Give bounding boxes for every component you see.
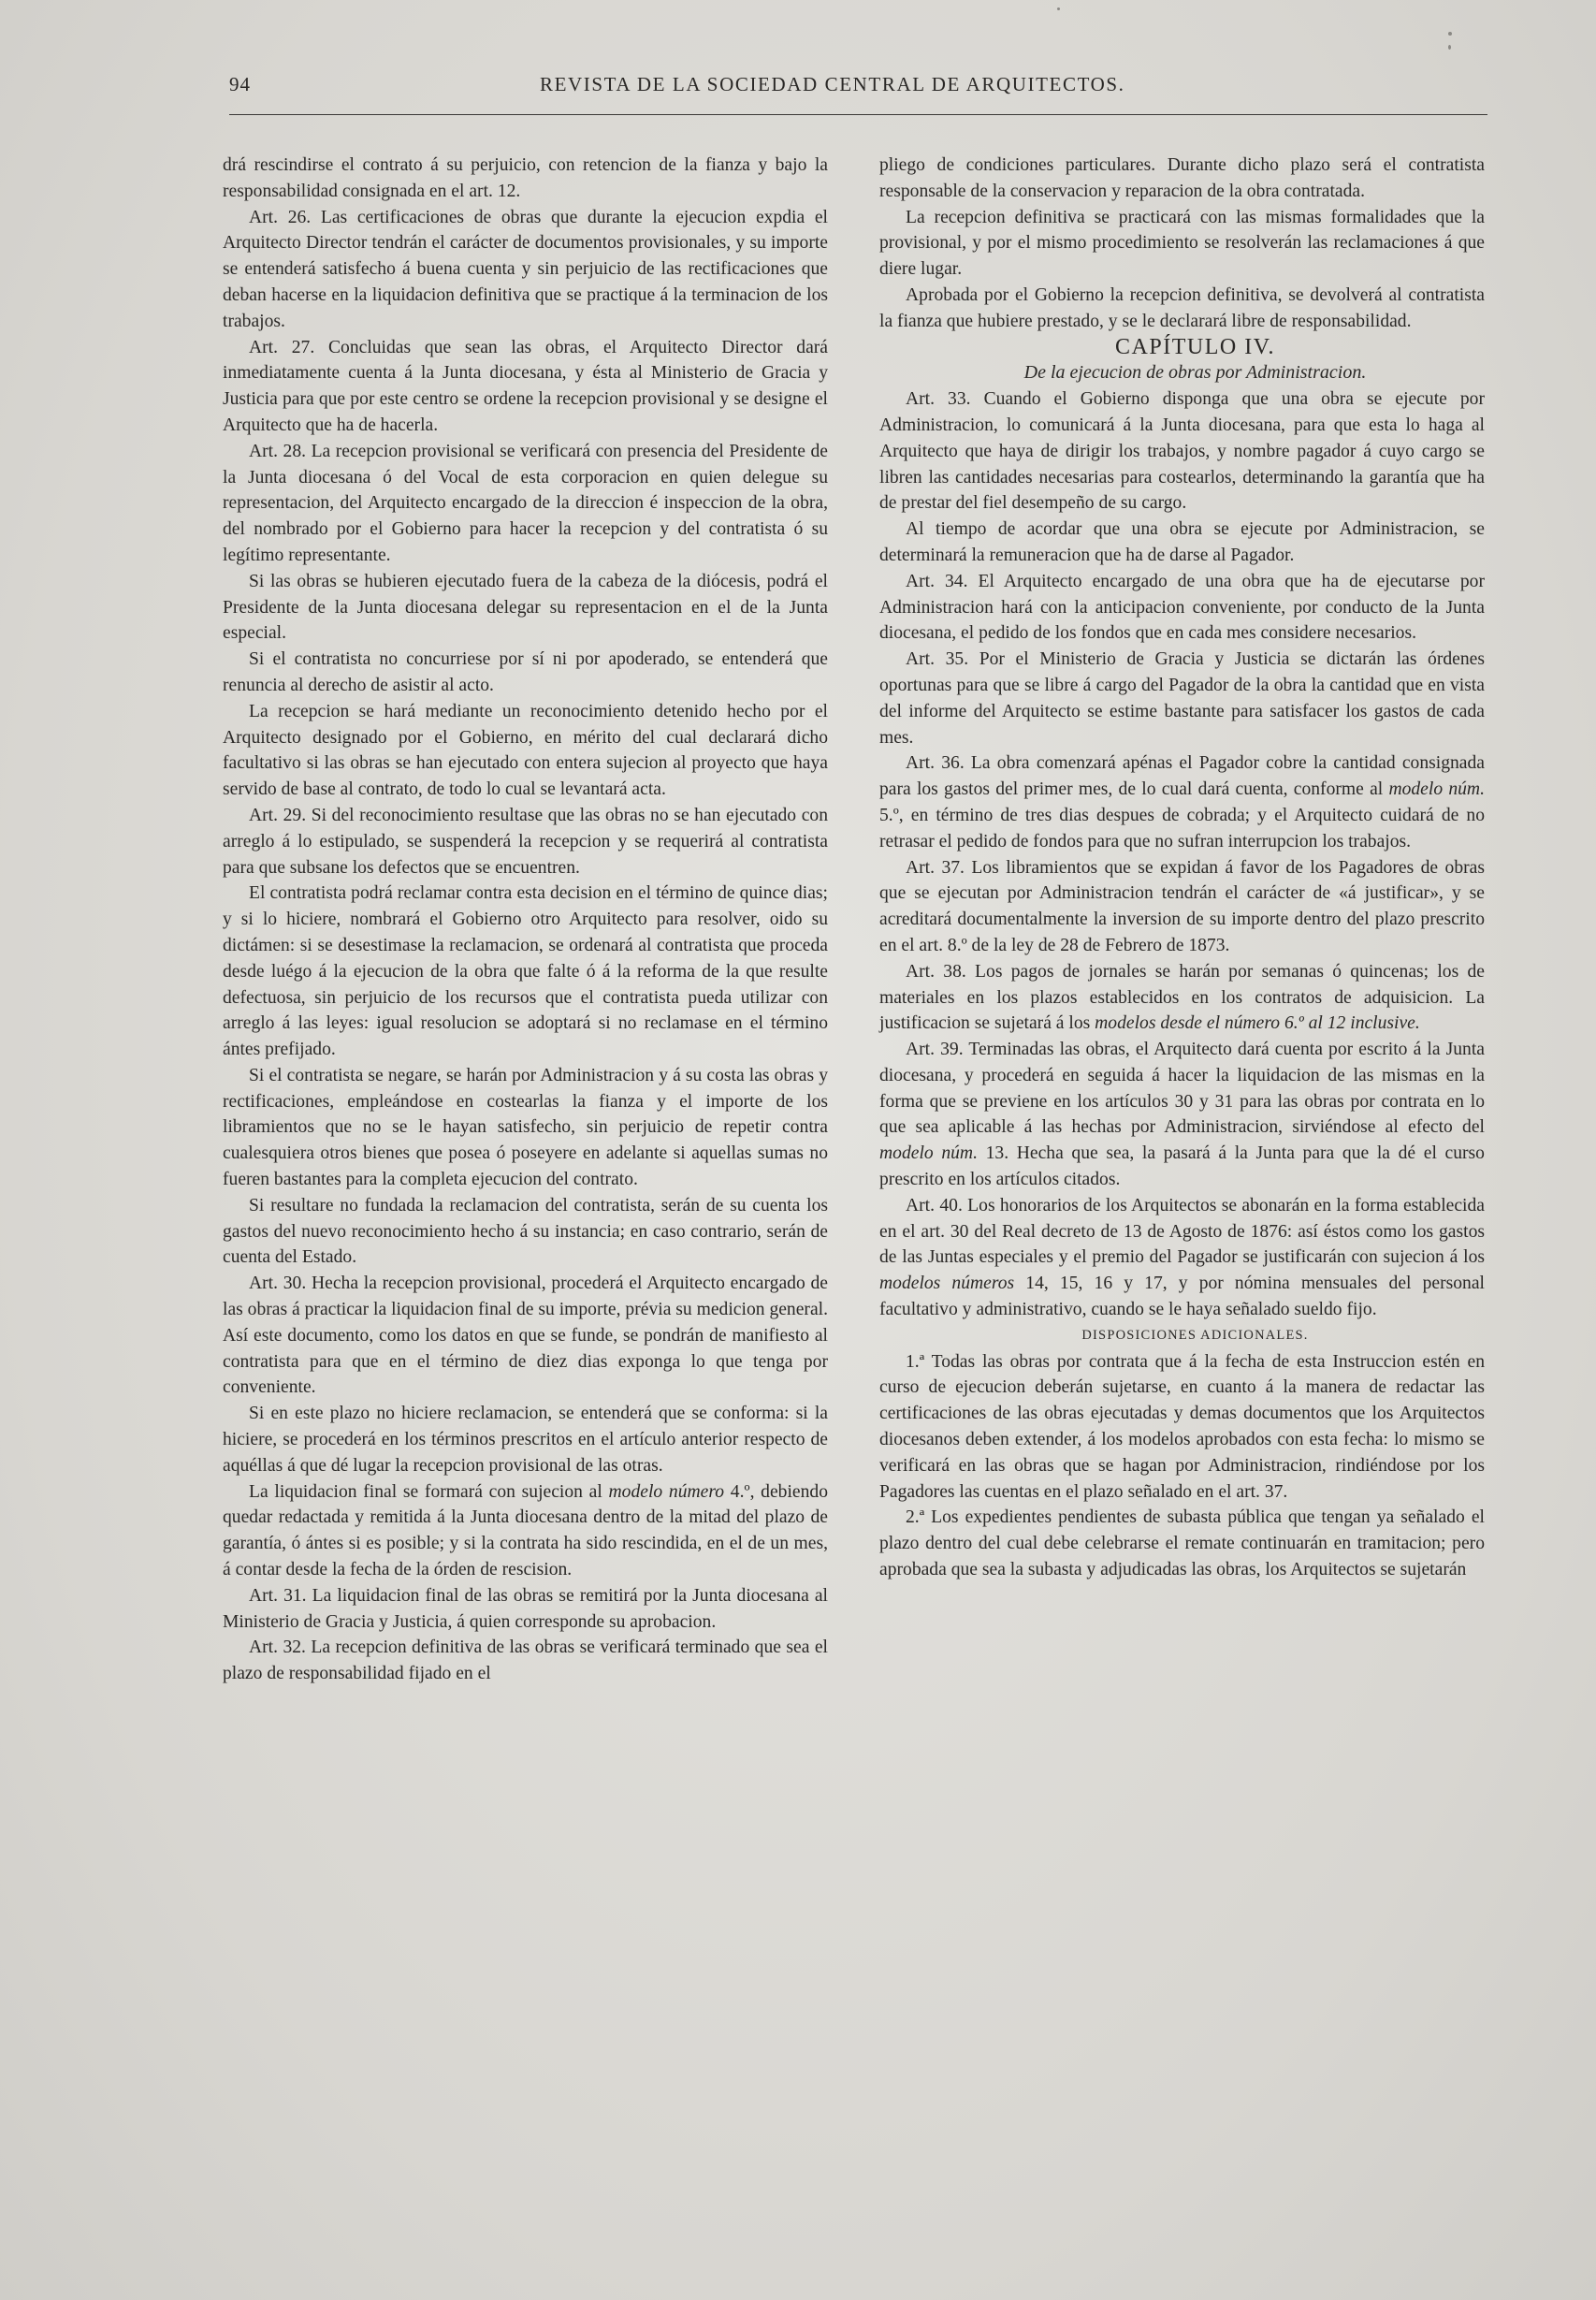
paragraph: La recepcion definitiva se practicará con las mismas formalidades que la provisional, y por el mismo procedimiento se resolverán las reclamaciones á que diere lugar. — [879, 207, 1485, 280]
paragraph: Art. 36. La obra comenzará apénas el Pagador cobre la cantidad consignada para los gastos del primer mes, de lo cual dará cuenta, conforme al modelo núm. 5.º, en término de tres dias despues de cobrada; y el Arquitecto cuidará de no retrasar el pedido de fondos para que no sufran interrupcion los trabajos. — [879, 753, 1485, 852]
italic-reference: modelos desde el número 6.º al 12 inclusive. — [1095, 1013, 1420, 1034]
paragraph: Art. 37. Los libramientos que se expidan á favor de los Pagadores de obras que se ejecutan por Administracion tendrán el carácter de «á justificar», y se acreditará documentalmente la inversion de su importe dentro del plazo prescrito en el art. 8.º de la ley de 28 de Febrero de 1873. — [879, 857, 1485, 955]
paragraph: 2.ª Los expedientes pendientes de subasta pública que tengan ya señalado el plazo dentro del cual debe celebrarse el remate continuarán en tramitacion; pero aprobada que sea la subasta y adjudicadas las obras, los Arquitectos se sujetarán — [879, 1507, 1485, 1580]
paragraph: Art. 39. Terminadas las obras, el Arquitecto dará cuenta por escrito á la Junta diocesana, y procederá en seguida á hacer la liquidacion de las mismas en la forma que se previene en los artículos 30 y 31 para las obras por contrata en lo que sea aplicable á las hechas por Administracion, sirviéndose al efecto del modelo núm. 13. Hecha que sea, la pasará á la Junta para que la dé el curso prescrito en los artículos citados. — [879, 1040, 1485, 1190]
paragraph: Art. 38. Los pagos de jornales se harán por semanas ó quincenas; los de materiales en los plazos establecidos en los contratos de adquisicion. La justificacion se sujetará á los modelos desde el número 6.º al 12 inclusive. — [879, 961, 1485, 1034]
paragraph: Si el contratista no concurriese por sí ni por apoderado, se entenderá que renuncia al derecho de asistir al acto. — [223, 649, 828, 695]
paragraph: Si en este plazo no hiciere reclamacion, se entenderá que se conforma: si la hiciere, se procederá en los términos prescritos en el artículo anterior respecto de aquéllas á que dé lugar la recepcion provisional de las otras. — [223, 1404, 828, 1476]
paper-speck — [1057, 7, 1060, 10]
paper-speck — [1448, 32, 1452, 36]
paragraph: La recepcion se hará mediante un reconocimiento detenido hecho por el Arquitecto designado por el Gobierno, en mérito del cual declarará dicho facultativo si las obras se han ejecutado con entera sujecion al proyecto que haya servido de base al contrato, de todo lo cual se levantará acta. — [223, 701, 828, 800]
paragraph: Si las obras se hubieren ejecutado fuera de la cabeza de la diócesis, podrá el Presidente de la Junta diocesana delegar su representacion en el de la Junta especial. — [223, 571, 828, 644]
page-number: 94 — [229, 73, 251, 95]
page-header — [229, 64, 1487, 101]
header-rule — [229, 114, 1487, 115]
section-heading: DISPOSICIONES ADICIONALES. — [1081, 1327, 1309, 1343]
paragraph: Art. 26. Las certificaciones de obras que durante la ejecucion expdia el Arquitecto Director tendrán el carácter de documentos provisionales, y su importe se entenderá satisfecho á buena cuenta y sin perjuicio de las rectificaciones que deban hacerse en la liquidacion definitiva que se practique á la terminacion de los trabajos. — [223, 207, 828, 331]
paragraph: Art. 40. Los honorarios de los Arquitectos se abonarán en la forma establecida en el art. 30 del Real decreto de 13 de Agosto de 1876: así éstos como los gastos de las Juntas especiales y el premio del Pagador se justificarán con sujecion á los modelos números 14, 15, 16 y 17, y por nómina mensuales del personal facultativo y administrativo, cuando se le haya señalado sueldo fijo. — [879, 1195, 1485, 1320]
chapter-title: CAPÍTULO IV. — [1115, 334, 1275, 359]
paragraph: Art. 35. Por el Ministerio de Gracia y Justicia se dictarán las órdenes oportunas para que se libre á cargo del Pagador de la obra la cantidad que en vista del informe del Arquitecto se estime bastante para satisfacer los gastos de cada mes. — [879, 649, 1485, 748]
running-title: REVISTA DE LA SOCIEDAD CENTRAL DE ARQUITECTOS. — [540, 73, 1125, 95]
paragraph: pliego de condiciones particulares. Durante dicho plazo será el contratista responsable de la conservacion y reparacion de la obra contratada. — [879, 155, 1485, 201]
right-column-opening — [879, 153, 1485, 335]
paragraph: Art. 29. Si del reconocimiento resultase que las obras no se han ejecutado con arreglo á lo estipulado, se suspenderá la recepcion y se requerirá al contratista para que subsane los defectos que se encuentren. — [223, 805, 828, 878]
left-column — [223, 153, 828, 1687]
italic-reference: modelos números — [879, 1274, 1015, 1294]
italic-reference: modelo número — [608, 1481, 725, 1502]
paragraph: 1.ª Todas las obras por contrata que á la fecha de esta Instruccion estén en curso de ejecucion deberán sujetarse, en cuanto á la manera de redactar las certificaciones de las obras ejecutadas y demas documentos que los Arquitectos diocesanos deben extender, á los modelos aprobados con esta fecha: lo mismo se verificará en las obras que se hagan por Administracion, rindiéndose por los Pagadores las cuentas en el plazo señalado en el art. 37. — [879, 1351, 1485, 1502]
paragraph: Si resultare no fundada la reclamacion del contratista, serán de su cuenta los gastos del nuevo reconocimiento hecho á su instancia; en caso contrario, serán de cuenta del Estado. — [223, 1195, 828, 1268]
italic-reference: modelo núm. — [879, 1143, 978, 1164]
additional-provisions — [879, 1349, 1485, 1583]
paragraph: Art. 27. Concluidas que sean las obras, el Arquitecto Director dará inmediatamente cuenta á la Junta diocesana, y ésta al Ministerio de Gracia y Justicia para que por este centro se ordene la recepcion provisional y se designe el Arquitecto que ha de hacerla. — [223, 337, 828, 435]
chapter-body — [879, 386, 1485, 1323]
paragraph: drá rescindirse el contrato á su perjuicio, con retencion de la fianza y bajo la responsabilidad consignada en el art. 12. — [223, 155, 828, 201]
paragraph: El contratista podrá reclamar contra esta decision en el término de quince dias; y si lo hiciere, nombrará el Gobierno otro Arquitecto para resolver, oido su dictámen: si se desestimase la reclamacion, se ordenará al contratista que proceda desde luégo á la ejecucion de la obra que falte ó á la reforma de la que resulte defectuosa, sin perjuicio de los recursos que el contratista pueda utilizar con arreglo á las leyes: igual resolucion se adoptará si no reclamase en el término ántes prefijado. — [223, 883, 828, 1060]
paragraph: Art. 28. La recepcion provisional se verificará con presencia del Presidente de la Junta diocesana ó del Vocal de esta corporacion en quien delegue su representacion, del Arquitecto encargado de la direccion é inspeccion de la obra, del nombrado por el Gobierno para hacer la recepcion y del contratista ó su legítimo representante. — [223, 441, 828, 565]
paper-speck — [1448, 45, 1451, 50]
paragraph: Art. 33. Cuando el Gobierno disponga que una obra se ejecute por Administracion, lo comunicará á la Junta diocesana, para que esta lo haga al Arquitecto que haya de dirigir los trabajos, y nombre pagador á cuyo cargo se libren las cantidades necesarias para costearlos, determinando la garantía que ha de prestar del fiel desempeño de su cargo. — [879, 389, 1485, 514]
paragraph: Art. 34. El Arquitecto encargado de una obra que ha de ejecutarse por Administracion hará con la anticipacion conveniente, por conducto de la Junta diocesana, el pedido de los fondos que en cada mes considere necesarios. — [879, 571, 1485, 644]
paragraph: Art. 31. La liquidacion final de las obras se remitirá por la Junta diocesana al Ministerio de Gracia y Justicia, á quien corresponde su aprobacion. — [223, 1585, 828, 1632]
italic-reference: modelo núm. — [1388, 779, 1485, 800]
paragraph: Art. 32. La recepcion definitiva de las obras se verificará terminado que sea el plazo de responsabilidad fijado en el — [223, 1638, 828, 1684]
chapter-subtitle: De la ejecucion de obras por Administracion. — [1023, 362, 1367, 384]
paragraph: Aprobada por el Gobierno la recepcion definitiva, se devolverá al contratista la fianza que hubiere prestado, y se le declarará libre de responsabilidad. — [879, 284, 1485, 331]
paragraph: Art. 30. Hecha la recepcion provisional, procederá el Arquitecto encargado de las obras á practicar la liquidacion final de su importe, prévia su medicion general. Así este documento, como los datos en que se funde, se pondrán de manifiesto al contratista para que en el término de diez dias exponga lo que tenga por conveniente. — [223, 1274, 828, 1398]
right-column — [879, 153, 1485, 1583]
paragraph: La liquidacion final se formará con sujecion al modelo número 4.º, debiendo quedar redactada y remitida á la Junta diocesana dentro de la mitad del plazo de garantía, ó ántes si es posible; y si la contrata ha sido rescindida, en el de un mes, á contar desde la fecha de la órden de rescision. — [223, 1481, 829, 1580]
paragraph: Si el contratista se negare, se harán por Administracion y á su costa las obras y rectificaciones, empleándose en costearlas la fianza y el importe de los libramientos que no se le hayan satisfecho, sin perjuicio de repetir contra cualesquiera otros bienes que posea ó poseyere en adelante si aquellas sumas no fueren bastantes para la completa ejecucion del contrato. — [223, 1065, 828, 1190]
paragraph: Al tiempo de acordar que una obra se ejecute por Administracion, se determinará la remuneracion que ha de darse al Pagador. — [879, 519, 1485, 565]
